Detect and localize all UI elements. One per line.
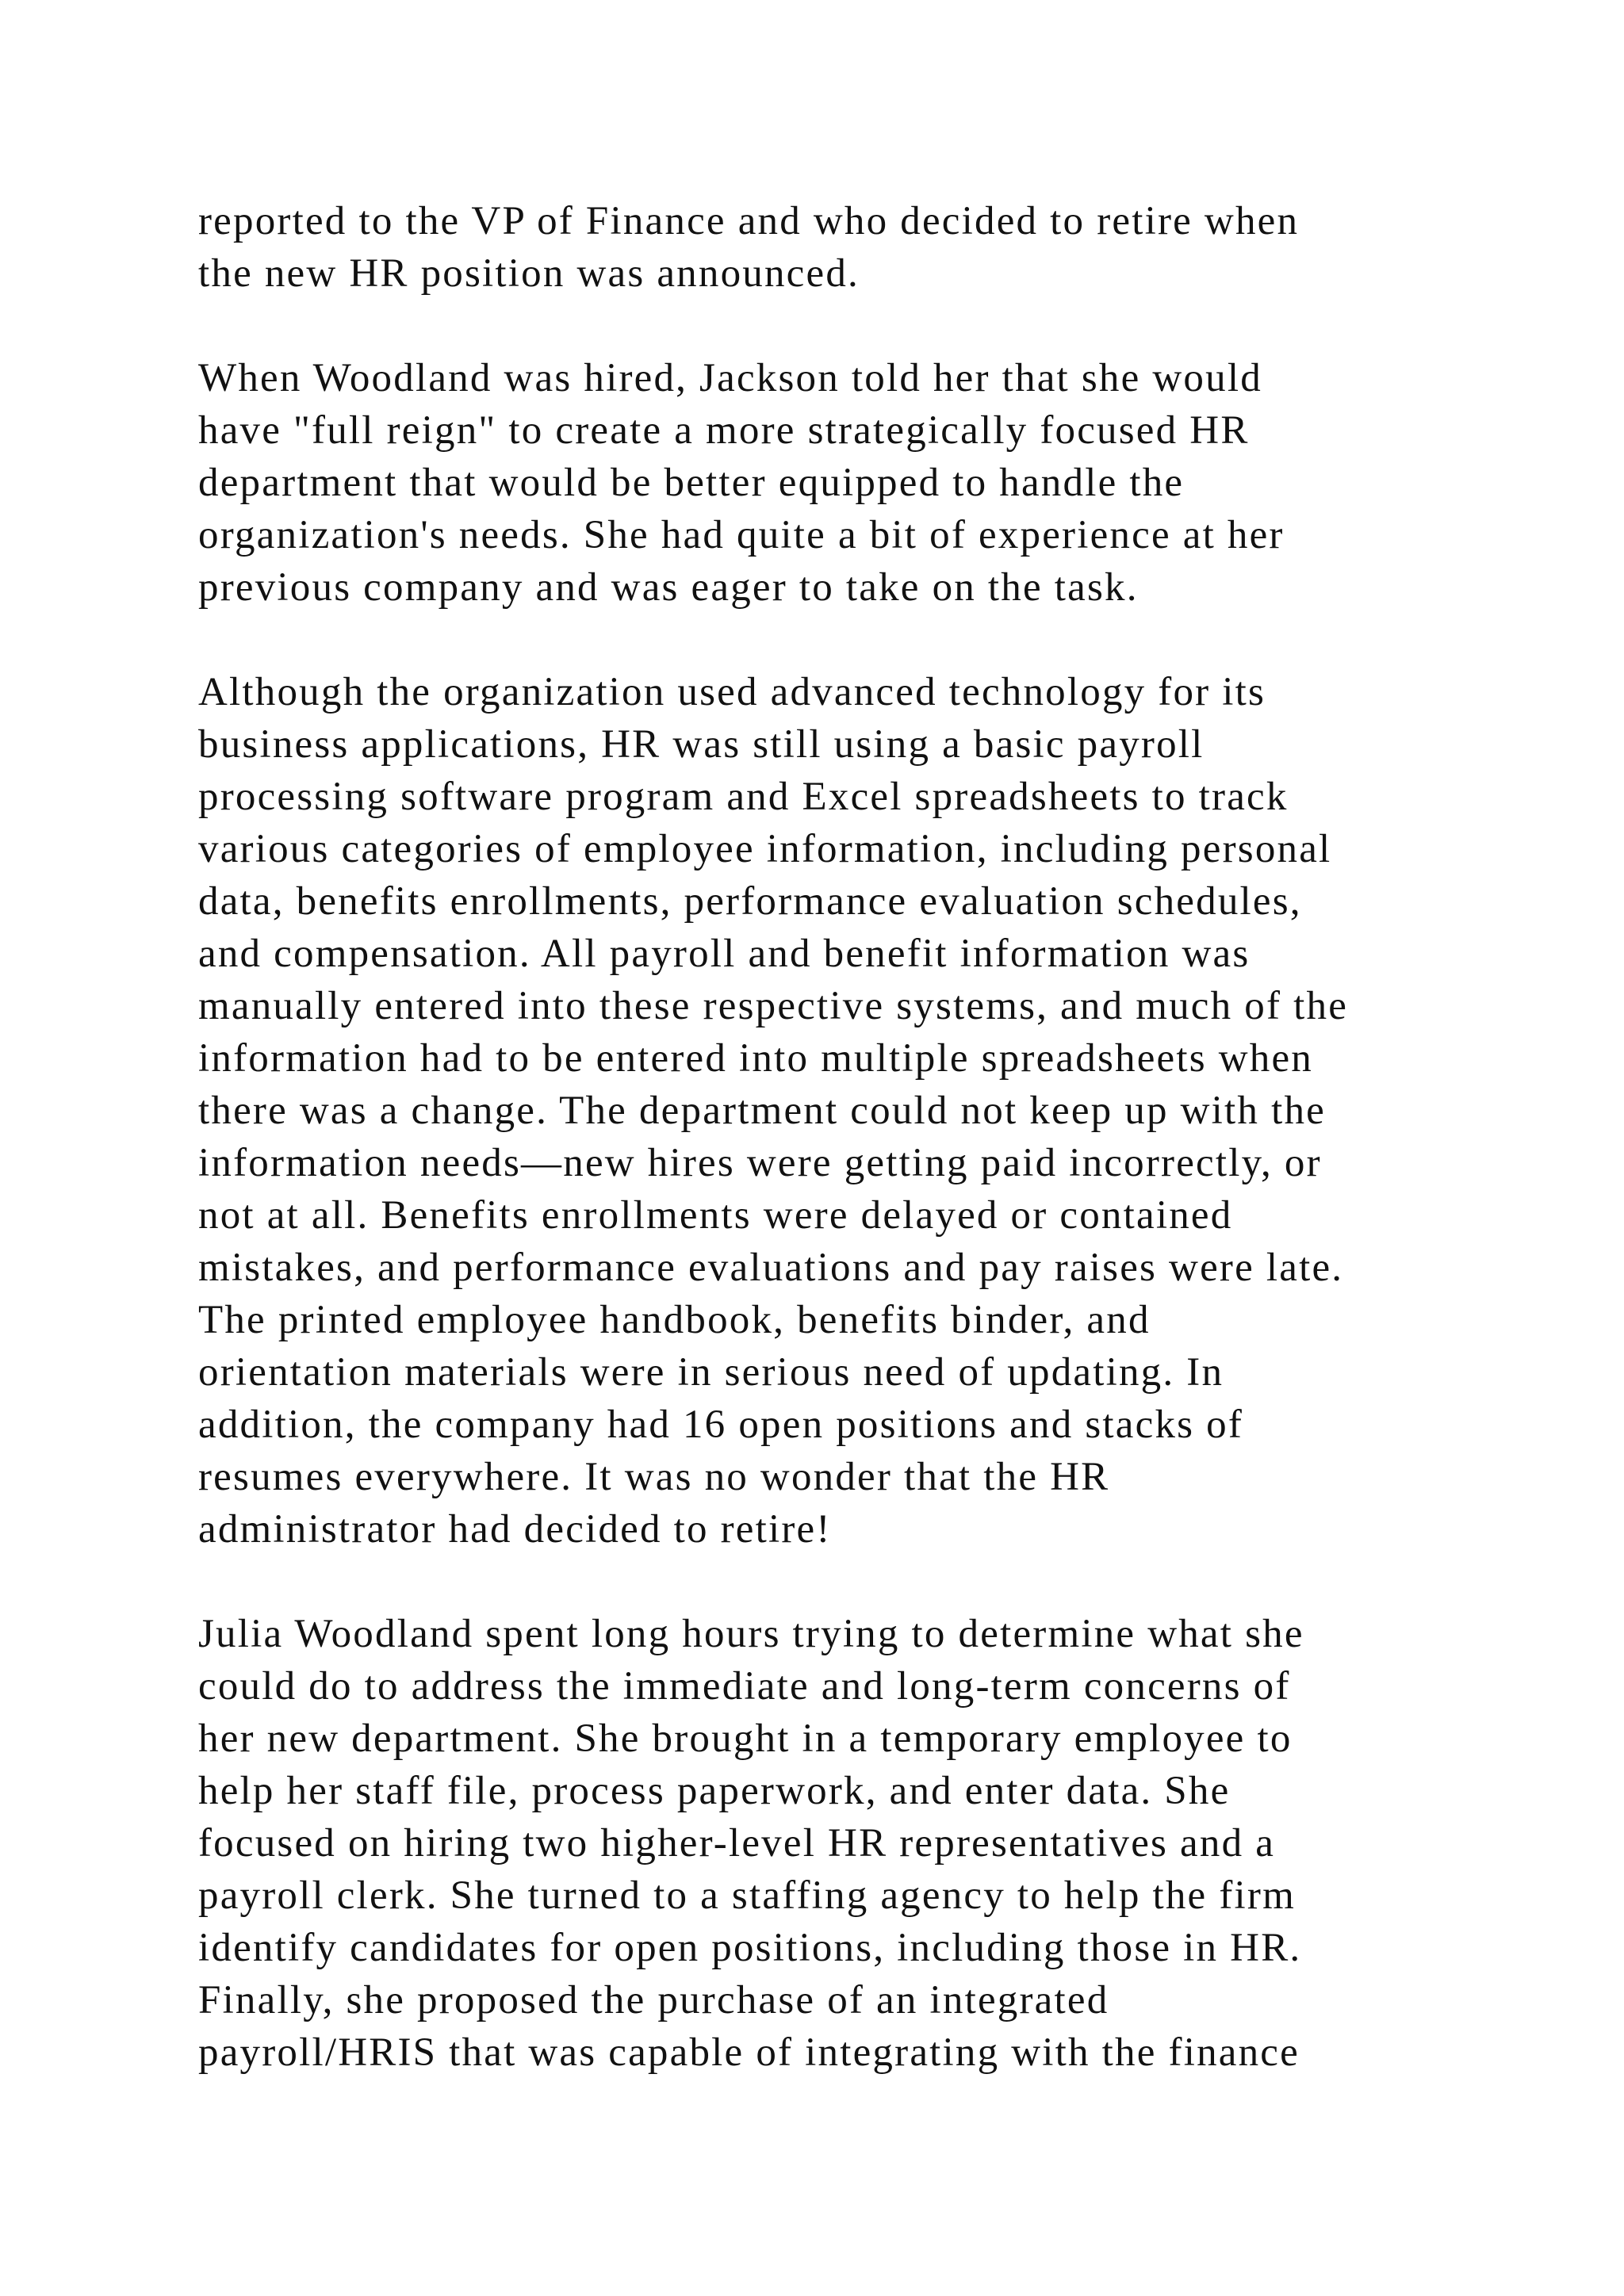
text-line: could do to address the immediate and long-term concerns of (198, 1664, 1291, 1709)
paragraph-1 (198, 195, 1546, 300)
text-line: orientation materials were in serious need of updating. In (198, 1350, 1224, 1395)
text-line: processing software program and Excel spreadsheets to track (198, 775, 1289, 819)
text-line: the new HR position was announced. (198, 251, 860, 296)
text-line: data, benefits enrollments, performance evaluation schedules, (198, 879, 1302, 924)
text-line: help her staff file, process paperwork, and enter data. She (198, 1769, 1231, 1813)
text-line: and compensation. All payroll and benefit information was (198, 932, 1251, 976)
text-line: Although the organization used advanced technology for its (198, 670, 1266, 714)
text-line: When Woodland was hired, Jackson told her that she would (198, 356, 1262, 400)
text-line: information had to be entered into multiple spreadsheets when (198, 1036, 1314, 1081)
text-line: previous company and was eager to take on the task. (198, 565, 1139, 610)
text-line: manually entered into these respective systems, and much of the (198, 984, 1349, 1028)
text-line: various categories of employee information, including personal (198, 827, 1332, 871)
text-line: there was a change. The department could not keep up with the (198, 1089, 1326, 1133)
text-line: organization's needs. She had quite a bit of experience at her (198, 513, 1285, 557)
text-line: resumes everywhere. It was no wonder that the HR (198, 1455, 1110, 1499)
text-line: addition, the company had 16 open positions and stacks of (198, 1402, 1244, 1447)
text-line: administrator had decided to retire! (198, 1507, 832, 1552)
paragraph-3 (198, 666, 1546, 1556)
text-line: focused on hiring two higher-level HR representatives and a (198, 1821, 1276, 1866)
text-line: business applications, HR was still using a basic payroll (198, 722, 1205, 767)
text-line: reported to the VP of Finance and who decided to retire when (198, 199, 1300, 243)
text-line: payroll clerk. She turned to a staffing agency to help the firm (198, 1873, 1296, 1918)
paragraph-2 (198, 352, 1546, 614)
text-line: have "full reign" to create a more strategically focused HR (198, 408, 1250, 453)
text-line: information needs—new hires were getting paid incorrectly, or (198, 1141, 1322, 1185)
document-body (198, 195, 1546, 2131)
text-line: Julia Woodland spent long hours trying to determine what she (198, 1612, 1304, 1656)
text-line: mistakes, and performance evaluations and pay raises were late. (198, 1246, 1344, 1290)
text-line: her new department. She brought in a temporary employee to (198, 1716, 1293, 1761)
text-line: department that would be better equipped to handle the (198, 461, 1185, 505)
text-line: Finally, she proposed the purchase of an integrated (198, 1978, 1109, 2022)
text-line: identify candidates for open positions, including those in HR. (198, 1926, 1302, 1970)
text-line: payroll/HRIS that was capable of integrating with the finance (198, 2030, 1300, 2075)
text-line: The printed employee handbook, benefits binder, and (198, 1298, 1151, 1342)
text-line: not at all. Benefits enrollments were delayed or contained (198, 1193, 1233, 1238)
paragraph-4 (198, 1608, 1546, 2079)
